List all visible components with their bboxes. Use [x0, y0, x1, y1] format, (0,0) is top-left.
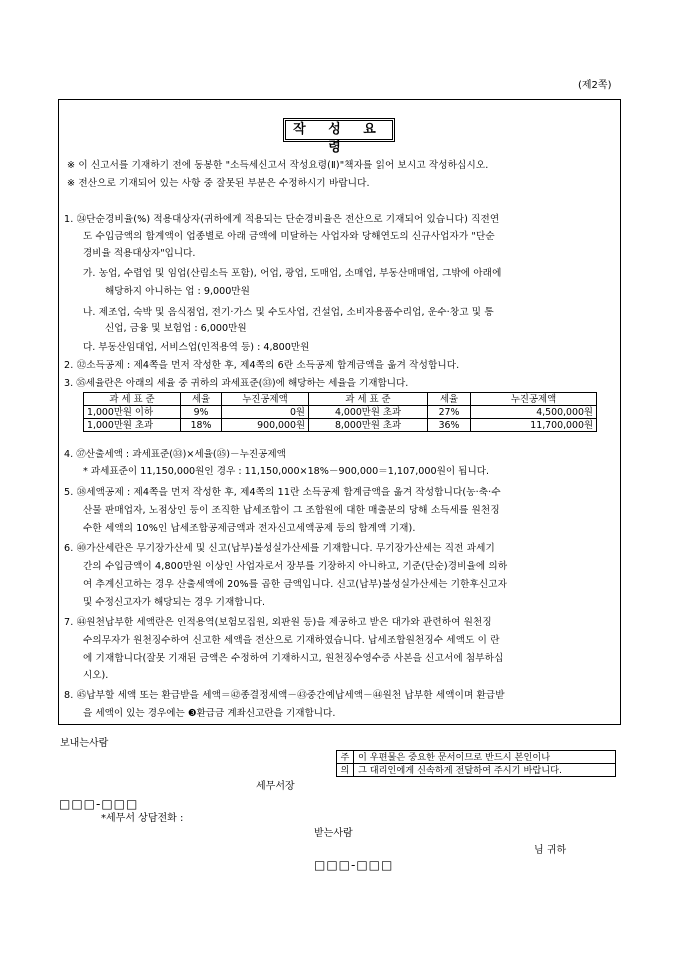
section-7-line-3: 에 기재합니다(잘못 기재된 금액은 수정하여 기재하시고, 원천징수영수증 사본을 신고서에 첨부하십 — [83, 653, 504, 664]
section-1-line-3: 경비율 적용대상자"입니다. — [83, 248, 196, 259]
section-8-line-2: 을 세액이 있는 경우에는 ❸환급금 계좌신고란을 기재합니다. — [83, 708, 336, 719]
table-header-row — [84, 393, 597, 406]
section-1-line-1: 1. ㉔단순경비율(%) 적용대상자(귀하에게 적용되는 단순경비율은 전산으로 기재되어 있습니다) 직전연 — [64, 214, 500, 225]
notice-head: 주 — [337, 751, 354, 764]
table-header-cell: 과 세 표 준 — [84, 393, 181, 406]
section-1-item-c: 다. 부동산임대업, 서비스업(인적용역 등) : 4,800만원 — [83, 342, 310, 353]
section-4-example: * 과세표준이 11,150,000원인 경우 : 11,150,000×18%－900,000＝1,107,000원이 됩니다. — [83, 466, 490, 477]
notice-text: 그 대리인에게 신속하게 전달하여 주시기 바랍니다. — [354, 764, 616, 777]
page-number: (제2쪽) — [578, 80, 612, 91]
table-cell: 1,000만원 초과 — [84, 419, 181, 432]
section-6-line-4: 및 수정신고자가 해당되는 경우 기재합니다. — [83, 597, 266, 608]
section-4-line-1: 4. ㊲산출세액 : 과세표준(㉝)×세율(㉟)－누진공제액 — [64, 449, 286, 460]
section-1-item-b: 나. 제조업, 숙박 및 음식점업, 전기·가스 및 수도사업, 건설업, 소비자용품수리업, 운수·창고 및 통 — [83, 307, 494, 318]
section-1-item-a-cont: 해당하지 아니하는 업 : 9,000만원 — [105, 286, 250, 297]
note-2: ※ 전산으로 기재되어 있는 사항 중 잘못된 부분은 수정하시기 바랍니다. — [67, 178, 370, 189]
notice-box — [336, 750, 616, 777]
sender-label: 보내는사람 — [60, 738, 109, 749]
table-header-cell: 세율 — [181, 393, 222, 406]
sender-postal-code: □□□-□□□ — [59, 797, 139, 811]
notice-head: 의 — [337, 764, 354, 777]
receiver-postal-code: □□□-□□□ — [314, 858, 394, 872]
table-cell: 11,700,000원 — [471, 419, 597, 432]
tax-office-head: 세무서장 — [256, 781, 295, 792]
section-6-line-1: 6. ㊵가산세란은 무기장가산세 및 신고(납부)불성실가산세를 기재합니다. 무기장가산세는 직전 과세기 — [64, 543, 495, 554]
table-cell: 8,000만원 초과 — [309, 419, 428, 432]
section-1-item-b-cont: 신업, 금융 및 보험업 : 6,000만원 — [105, 323, 247, 334]
consult-phone-label: *세무서 상담전화 : — [101, 813, 184, 824]
table-cell: 900,000원 — [222, 419, 309, 432]
table-header-cell: 누진공제액 — [222, 393, 309, 406]
section-3: 3. ㉟세율란은 아래의 세율 중 귀하의 과세표준(㉝)에 해당하는 세율을 기재합니다. — [64, 378, 409, 389]
section-6-line-2: 간의 수입금액이 4,800만원 이상인 사업자로서 장부를 기장하지 아니하고, 기준(단순)경비율에 의하 — [83, 561, 508, 572]
section-7-line-4: 시오). — [83, 670, 109, 681]
table-cell: 4,000만원 초과 — [309, 406, 428, 419]
section-2: 2. ㉜소득공제 : 제4쪽을 먼저 작성한 후, 제4쪽의 6란 소득공제 합계금액을 옮겨 작성합니다. — [64, 360, 460, 371]
table-cell: 36% — [428, 419, 471, 432]
table-cell: 1,000만원 이하 — [84, 406, 181, 419]
section-8-line-1: 8. ㊺납부할 세액 또는 환급받을 세액＝㊷종결정세액－㊸중간예납세액－㊹원천 납부한 세액이며 환급받 — [64, 690, 505, 701]
table-cell: 4,500,000원 — [471, 406, 597, 419]
section-5-line-3: 수한 세액의 10%인 납세조합공제금액과 전자신고세액공제 등의 합계액 기재). — [83, 523, 416, 534]
table-cell: 18% — [181, 419, 222, 432]
section-7-line-2: 수의무자가 원천징수하여 신고한 세액을 전산으로 기재하였습니다. 납세조합원천징수 세액도 이 란 — [83, 635, 500, 646]
receiver-label: 받는사람 — [314, 828, 353, 839]
notice-text: 이 우편물은 중요한 문서이므로 반드시 본인이나 — [354, 751, 616, 764]
table-cell: 0원 — [222, 406, 309, 419]
section-1-item-a: 가. 농업, 수렵업 및 임업(산림소득 포함), 어업, 광업, 도매업, 소매업, 부동산매매업, 그밖에 아래에 — [83, 268, 502, 279]
note-1: ※ 이 신고서를 기재하기 전에 동봉한 "소득세신고서 작성요령(Ⅱ)"책자를 읽어 보시고 작성하십시오. — [67, 160, 489, 171]
table-cell: 9% — [181, 406, 222, 419]
table-header-cell: 과 세 표 준 — [309, 393, 428, 406]
section-6-line-3: 여 추계신고하는 경우 산출세액에 20%를 곱한 금액입니다. 신고(납부)불성실가산세는 기한후신고자 — [83, 579, 508, 590]
table-row — [84, 406, 597, 419]
table-cell: 27% — [428, 406, 471, 419]
section-5-line-2: 산물 판매업자, 노점상인 등이 조직한 납세조합이 그 조합원에 대한 매출분의 당해 소득세를 원천징 — [83, 505, 500, 516]
table-row — [84, 419, 597, 432]
section-5-line-1: 5. ㊳세액공제 : 제4쪽을 먼저 작성한 후, 제4쪽의 11란 소득공제 합계금액을 옮겨 작성합니다(농·축·수 — [64, 487, 501, 498]
table-header-cell: 세율 — [428, 393, 471, 406]
section-7-line-1: 7. ㊹원천납부한 세액란은 인적용역(보험모집원, 외판원 등)을 제공하고 받은 대가와 관련하여 원천징 — [64, 617, 492, 628]
receiver-honorific: 님 귀하 — [534, 845, 567, 856]
page-title: 작 성 요 령 — [283, 118, 395, 142]
tax-rate-table — [83, 392, 597, 432]
section-1-line-2: 도 수입금액의 합계액이 업종별로 아래 금액에 미달하는 사업자와 당해연도의 신규사업자가 "단순 — [83, 231, 495, 242]
table-header-cell: 누진공제액 — [471, 393, 597, 406]
